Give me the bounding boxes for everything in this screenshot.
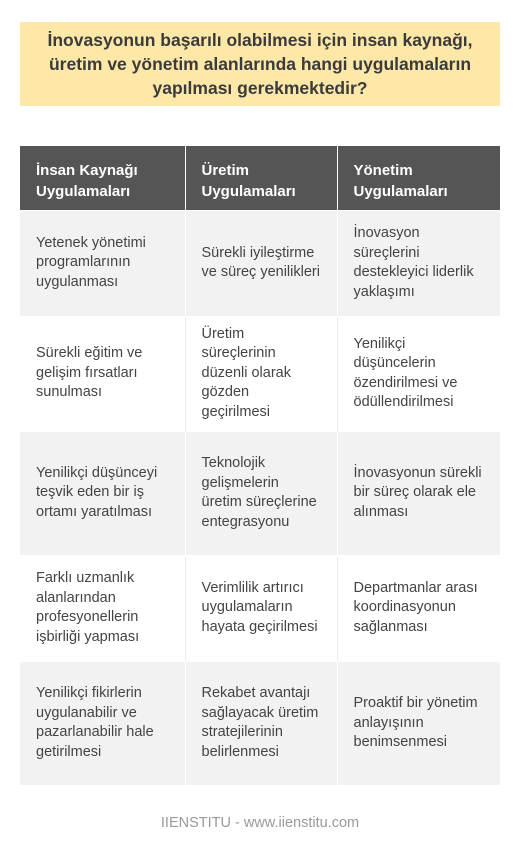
- table-cell: Sürekli eğitim ve gelişim fırsatları sunulması: [20, 316, 185, 431]
- table-cell: Yenilikçi fikirlerin uygulanabilir ve pazarlanabilir hale getirilmesi: [20, 661, 185, 785]
- table-cell: Teknolojik gelişmelerin üretim süreçlerine entegrasyonu: [185, 431, 337, 555]
- table-cell: İnovasyon süreçlerini destekleyici liderlik yaklaşımı: [337, 210, 500, 316]
- column-header-management: Yönetim Uygulamaları: [337, 146, 500, 210]
- table-cell: Proaktif bir yönetim anlayışının benimsenmesi: [337, 661, 500, 785]
- table-row: [20, 210, 500, 316]
- page-title: İnovasyonun başarılı olabilmesi için insan kaynağı, üretim ve yönetim alanlarında hangi uygulamaların yapılması gerekmektedir?: [47, 30, 473, 98]
- table-row: [20, 661, 500, 785]
- table-row: [20, 555, 500, 661]
- column-header-production: Üretim Uygulamaları: [185, 146, 337, 210]
- table-cell: Sürekli iyileştirme ve süreç yenilikleri: [185, 210, 337, 316]
- comparison-table: [20, 146, 500, 785]
- table-cell: Farklı uzmanlık alanlarından profesyonellerin işbirliği yapması: [20, 555, 185, 661]
- table-row: [20, 316, 500, 431]
- table-cell: Departmanlar arası koordinasyonun sağlanması: [337, 555, 500, 661]
- table-cell: Rekabet avantajı sağlayacak üretim stratejilerinin belirlenmesi: [185, 661, 337, 785]
- table-cell: Üretim süreçlerinin düzenli olarak gözden geçirilmesi: [185, 316, 337, 431]
- title-banner: [20, 22, 500, 106]
- column-header-human-resources: İnsan Kaynağı Uygulamaları: [20, 146, 185, 210]
- table-row: [20, 431, 500, 555]
- table-header-row: [20, 146, 500, 210]
- table-cell: Yenilikçi düşüncelerin özendirilmesi ve ödüllendirilmesi: [337, 316, 500, 431]
- table-cell: Yenilikçi düşünceyi teşvik eden bir iş ortamı yaratılması: [20, 431, 185, 555]
- table-cell: Verimlilik artırıcı uygulamaların hayata geçirilmesi: [185, 555, 337, 661]
- footer-credit: IIENSTITU - www.iienstitu.com: [160, 815, 360, 831]
- table-cell: İnovasyonun sürekli bir süreç olarak ele alınması: [337, 431, 500, 555]
- table-cell: Yetenek yönetimi programlarının uygulanması: [20, 210, 185, 316]
